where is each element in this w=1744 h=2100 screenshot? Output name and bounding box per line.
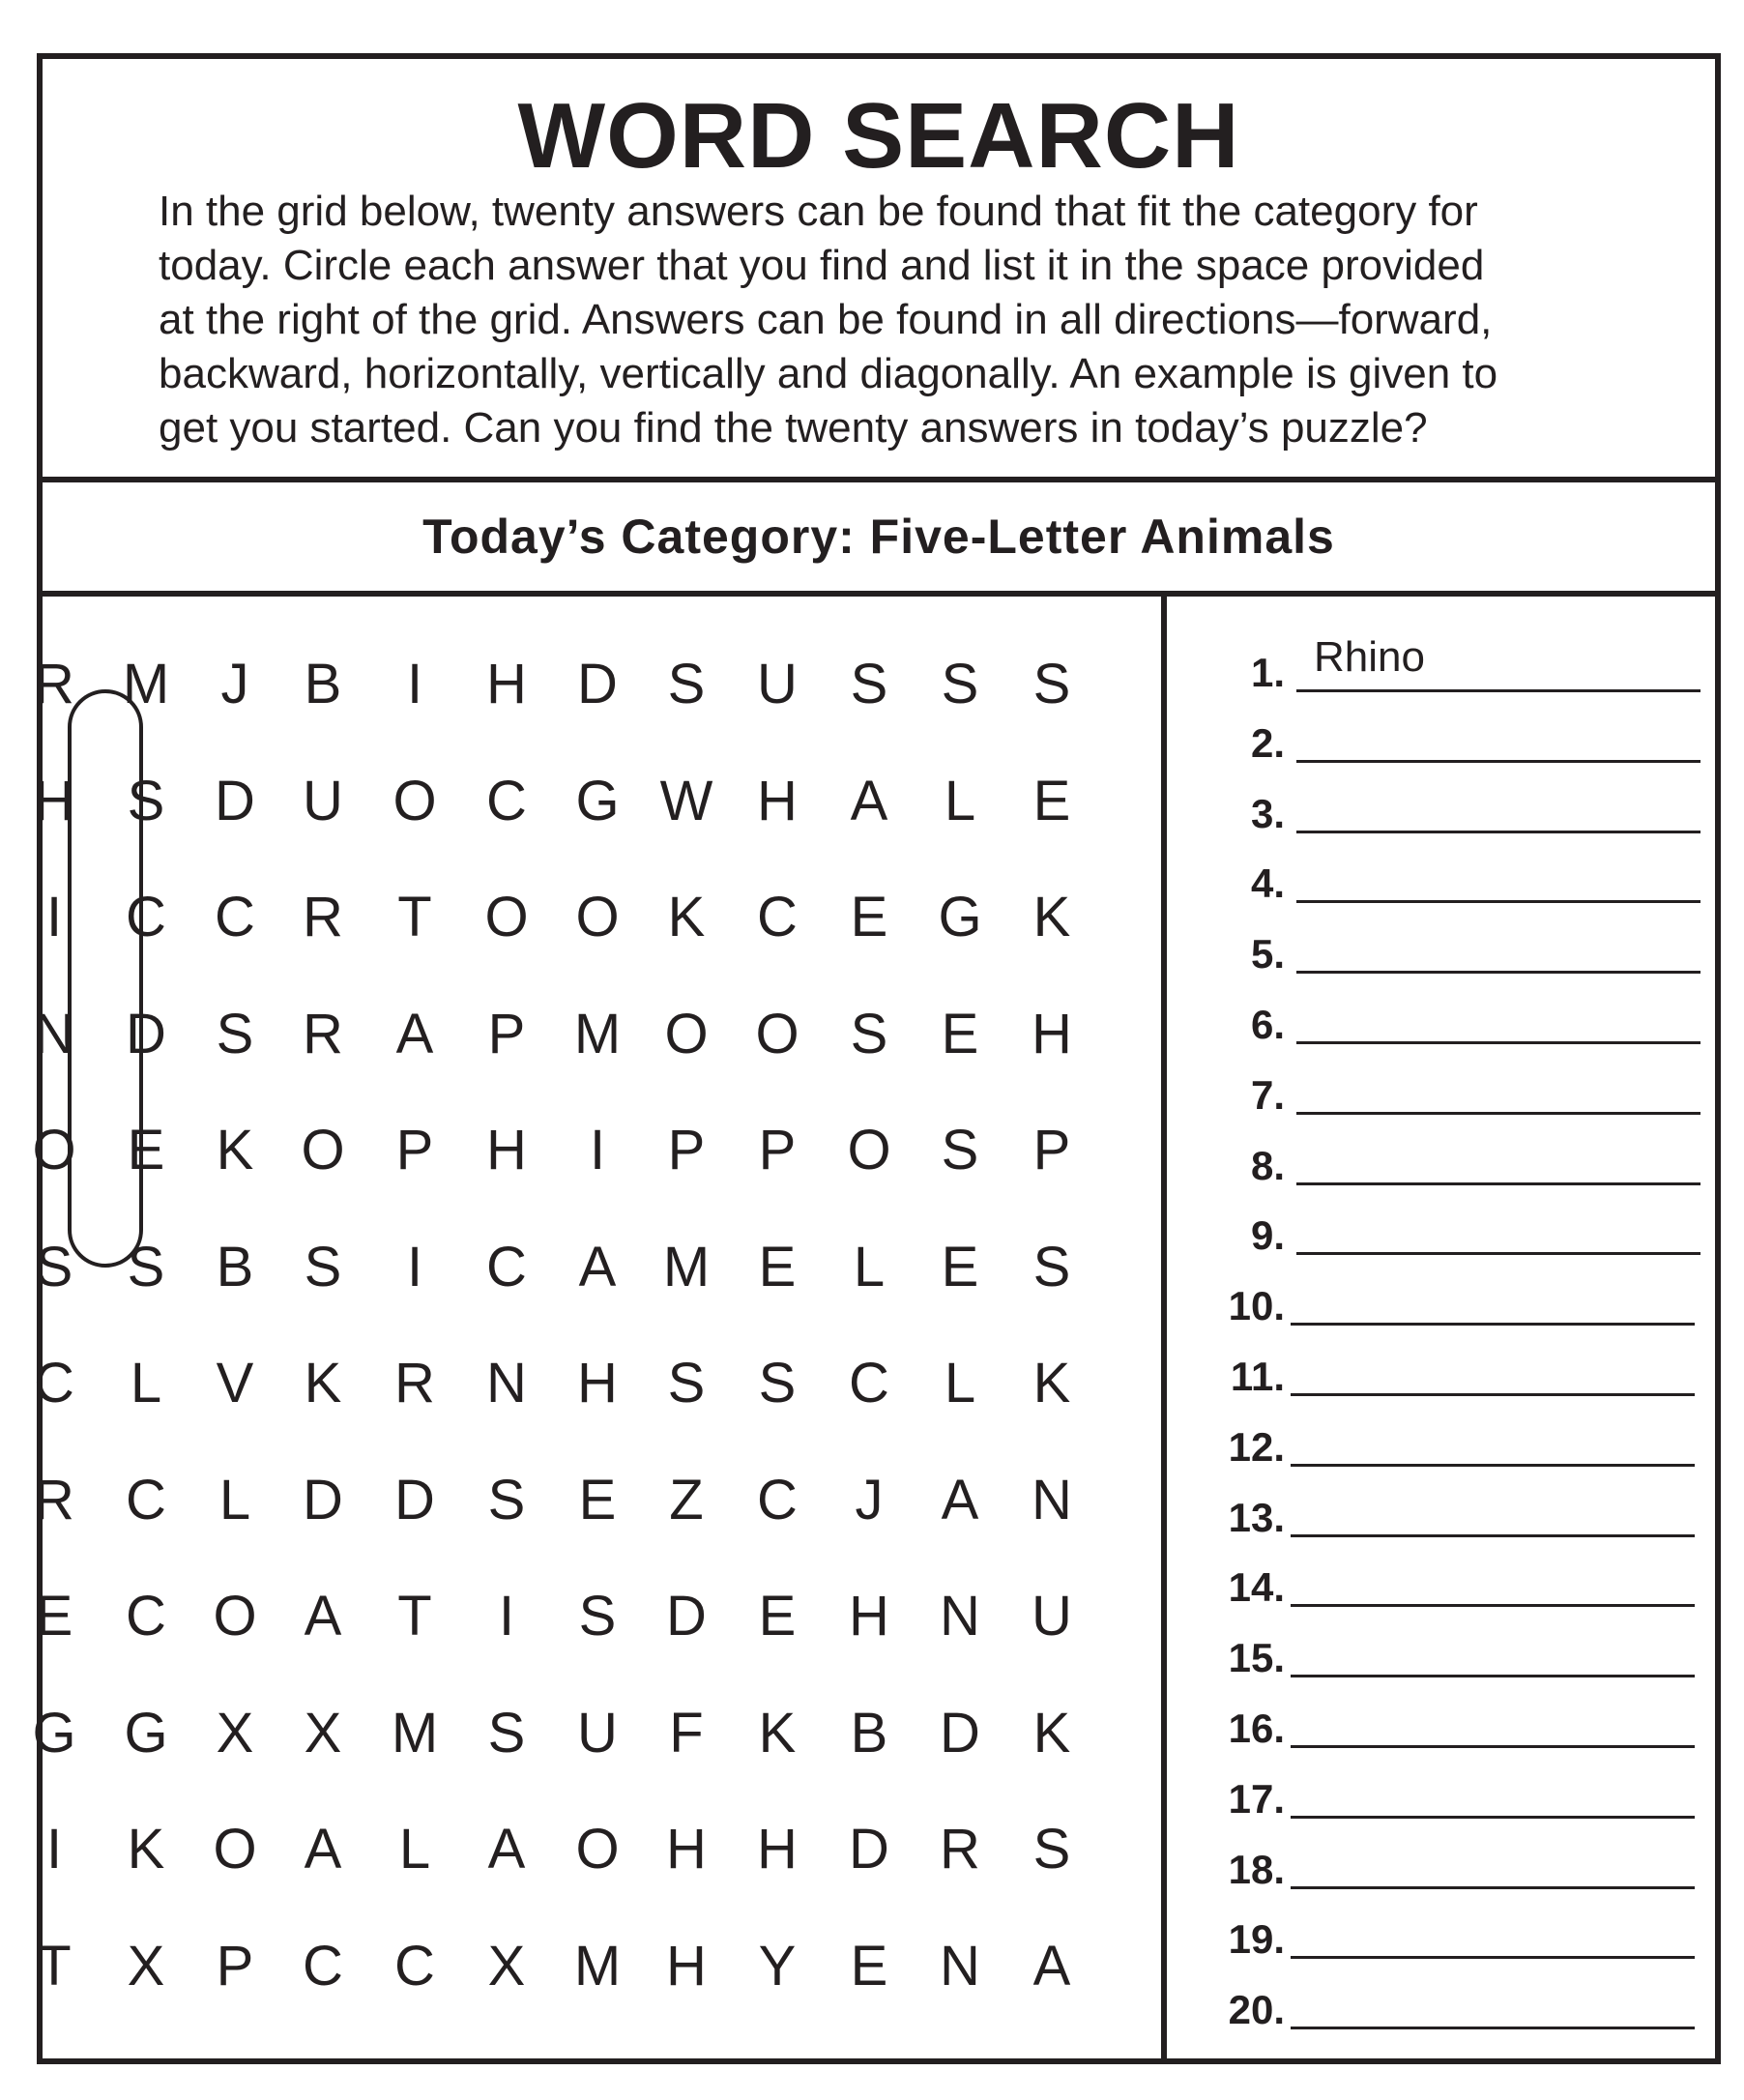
grid-row	[34, 1447, 1161, 1554]
grid-letter[interactable]: C	[126, 886, 166, 948]
grid-row	[34, 748, 1161, 855]
grid-letter[interactable]: R	[394, 1352, 435, 1415]
answer-blank-line[interactable]	[1291, 1534, 1695, 1537]
answer-blank-line[interactable]	[1291, 1675, 1695, 1677]
answer-list	[1167, 597, 1721, 2059]
answer-value[interactable]: Rhino	[1314, 633, 1425, 681]
grid-letter[interactable]: O	[664, 1002, 709, 1065]
answer-item	[1167, 1071, 1721, 1141]
answer-blank-line[interactable]	[1291, 1393, 1695, 1396]
grid-letter[interactable]: X	[127, 1934, 165, 1998]
answer-number: 5.	[1250, 931, 1285, 977]
grid-letter[interactable]: C	[849, 1352, 889, 1415]
grid-letter[interactable]: O	[213, 1585, 257, 1648]
answer-number: 17.	[1228, 1775, 1285, 1822]
answer-item	[1167, 1353, 1721, 1422]
grid-letter[interactable]: Y	[758, 1934, 797, 1998]
grid-letter[interactable]: R	[34, 1468, 74, 1531]
grid-letter[interactable]: N	[34, 1002, 74, 1065]
answer-blank-line[interactable]	[1296, 689, 1700, 692]
grid-letter[interactable]: K	[1032, 1352, 1071, 1415]
grid-letter[interactable]: C	[486, 769, 527, 832]
grid-letter[interactable]: O	[32, 1119, 76, 1181]
puzzle-header	[43, 59, 1715, 482]
grid-letter[interactable]: P	[667, 1119, 706, 1181]
answer-number: 8.	[1250, 1142, 1285, 1188]
grid-letter[interactable]: K	[216, 1119, 254, 1181]
answer-item	[1167, 1142, 1721, 1211]
grid-letter[interactable]: J	[855, 1468, 884, 1531]
grid-letter[interactable]: S	[304, 1235, 342, 1298]
grid-letter[interactable]: O	[755, 1002, 799, 1065]
grid-letter[interactable]: S	[941, 1119, 979, 1181]
grid-letter[interactable]: G	[575, 769, 620, 832]
grid-letter[interactable]: I	[45, 1818, 63, 1881]
grid-letter[interactable]: S	[1032, 1235, 1071, 1298]
grid-letter[interactable]: R	[940, 1818, 980, 1881]
grid-letter[interactable]: S	[35, 1235, 73, 1298]
grid-row	[43, 864, 1161, 971]
grid-letter[interactable]: A	[941, 1468, 979, 1531]
answer-item	[1167, 930, 1721, 1000]
grid-letter[interactable]: S	[1032, 1818, 1071, 1881]
grid-letter[interactable]: N	[940, 1934, 980, 1998]
answer-number: 18.	[1228, 1846, 1285, 1892]
grid-letter[interactable]: K	[758, 1701, 797, 1765]
grid-letter[interactable]: E	[850, 1934, 888, 1998]
grid-letter[interactable]: C	[757, 886, 798, 948]
answer-number: 20.	[1228, 1987, 1285, 2033]
grid-letter[interactable]: I	[45, 886, 63, 948]
answer-number: 2.	[1250, 719, 1285, 766]
grid-letter[interactable]: I	[406, 1235, 423, 1298]
answer-number: 9.	[1250, 1212, 1285, 1259]
answer-blank-line[interactable]	[1296, 1041, 1700, 1044]
answer-number: 3.	[1250, 790, 1285, 836]
grid-row	[34, 981, 1161, 1088]
grid-letter[interactable]: K	[127, 1818, 165, 1881]
grid-letter[interactable]: X	[304, 1701, 342, 1765]
answer-number: 4.	[1250, 860, 1285, 907]
grid-letter[interactable]: T	[397, 886, 432, 948]
grid-letter[interactable]: E	[941, 1235, 979, 1298]
grid-letter[interactable]: B	[850, 1701, 888, 1765]
grid-letter[interactable]: Z	[669, 1468, 704, 1531]
grid-letter[interactable]: F	[669, 1701, 704, 1765]
grid-letter[interactable]: C	[757, 1468, 798, 1531]
answer-number: 13.	[1228, 1494, 1285, 1540]
grid-letter[interactable]: B	[304, 653, 342, 715]
grid-letter[interactable]: P	[758, 1119, 797, 1181]
grid-letter[interactable]: D	[666, 1585, 707, 1648]
grid-letter[interactable]: H	[666, 1934, 707, 1998]
grid-letter[interactable]: S	[487, 1701, 526, 1765]
answer-item	[1167, 1001, 1721, 1070]
answer-number: 12.	[1228, 1423, 1285, 1470]
grid-letter[interactable]: M	[662, 1235, 711, 1298]
grid-letter[interactable]: N	[486, 1352, 527, 1415]
answer-item	[1167, 1211, 1721, 1281]
grid-letter[interactable]: S	[667, 1352, 706, 1415]
grid-letter[interactable]: U	[303, 769, 343, 832]
grid-letter[interactable]: A	[304, 1585, 342, 1648]
grid-letter[interactable]: E	[758, 1585, 797, 1648]
grid-letter[interactable]: H	[757, 1818, 798, 1881]
grid-letter[interactable]: K	[304, 1352, 342, 1415]
letter-grid[interactable]	[32, 597, 1167, 2059]
grid-letter[interactable]: I	[406, 653, 423, 715]
answer-blank-line[interactable]	[1291, 1956, 1695, 1959]
grid-letter[interactable]: G	[938, 886, 982, 948]
grid-letter[interactable]: H	[486, 653, 527, 715]
grid-letter[interactable]: O	[301, 1119, 345, 1181]
answer-blank-line[interactable]	[1291, 2027, 1695, 2029]
grid-letter[interactable]: S	[487, 1468, 526, 1531]
answer-blank-line[interactable]	[1296, 900, 1700, 903]
grid-letter[interactable]: M	[573, 1002, 622, 1065]
answer-item	[1167, 1563, 1721, 1633]
answer-number: 15.	[1228, 1635, 1285, 1681]
answer-item	[1167, 1705, 1721, 1774]
grid-letter[interactable]: S	[667, 653, 706, 715]
answer-number: 14.	[1228, 1564, 1285, 1611]
grid-letter[interactable]: B	[216, 1235, 254, 1298]
grid-letter[interactable]: E	[1032, 769, 1071, 832]
grid-letter[interactable]: R	[303, 1002, 343, 1065]
grid-letter[interactable]: D	[394, 1468, 435, 1531]
answer-number: 1.	[1250, 650, 1285, 695]
page-title: WORD SEARCH	[517, 84, 1240, 188]
grid-letter[interactable]: H	[1032, 1002, 1072, 1065]
grid-letter[interactable]: R	[34, 653, 74, 715]
answer-blank-line[interactable]	[1296, 971, 1700, 974]
grid-letter[interactable]: A	[487, 1818, 526, 1881]
grid-letter[interactable]: H	[486, 1119, 527, 1181]
grid-letter[interactable]: A	[578, 1235, 617, 1298]
grid-letter[interactable]: K	[1032, 1701, 1071, 1765]
grid-letter[interactable]: I	[498, 1585, 515, 1648]
grid-letter[interactable]: A	[850, 769, 888, 832]
grid-letter[interactable]: K	[667, 886, 706, 948]
instructions-line: backward, horizontally, vertically and diagonally. An example is given to	[159, 350, 1498, 397]
grid-letter[interactable]: S	[941, 653, 979, 715]
grid-row	[35, 1214, 1161, 1321]
grid-letter[interactable]: L	[218, 1468, 251, 1531]
grid-letter[interactable]: H	[577, 1352, 618, 1415]
grid-letter[interactable]: E	[127, 1119, 165, 1181]
grid-letter[interactable]: K	[1032, 886, 1071, 948]
grid-letter[interactable]: C	[486, 1235, 527, 1298]
answer-item	[1167, 719, 1721, 789]
grid-letter[interactable]: P	[395, 1119, 434, 1181]
instructions-line: at the right of the grid. Answers can be found in all directions—forward,	[159, 296, 1493, 343]
answer-item	[1167, 1634, 1721, 1704]
grid-letter[interactable]: L	[130, 1352, 162, 1415]
grid-letter[interactable]: S	[216, 1002, 254, 1065]
grid-letter[interactable]: T	[37, 1934, 72, 1998]
grid-letter[interactable]: S	[850, 653, 888, 715]
answer-item	[1167, 1846, 1721, 1915]
grid-letter[interactable]: X	[216, 1701, 254, 1765]
answer-number: 19.	[1228, 1916, 1285, 1963]
grid-letter[interactable]: T	[397, 1585, 432, 1648]
answer-blank-line[interactable]	[1291, 1464, 1695, 1467]
answer-item	[1167, 790, 1721, 860]
grid-letter[interactable]: H	[666, 1818, 707, 1881]
grid-letter[interactable]: S	[578, 1585, 617, 1648]
grid-letter[interactable]: D	[215, 769, 255, 832]
instructions-line: today. Circle each answer that you find and list it in the space provided	[159, 242, 1485, 289]
grid-letter[interactable]: A	[395, 1002, 434, 1065]
grid-row	[37, 1913, 1161, 2020]
answer-blank-line[interactable]	[1296, 760, 1700, 763]
grid-letter[interactable]: D	[940, 1701, 980, 1765]
grid-letter[interactable]: O	[484, 886, 529, 948]
grid-letter[interactable]: S	[758, 1352, 797, 1415]
answer-blank-line[interactable]	[1291, 1323, 1695, 1326]
grid-letter[interactable]: O	[392, 769, 437, 832]
grid-letter[interactable]: J	[220, 653, 249, 715]
grid-letter[interactable]: R	[303, 886, 343, 948]
grid-letter[interactable]: C	[215, 886, 255, 948]
grid-row	[32, 1097, 1161, 1204]
grid-letter[interactable]: C	[126, 1585, 166, 1648]
grid-letter[interactable]: S	[127, 1235, 165, 1298]
grid-letter[interactable]: L	[853, 1235, 886, 1298]
grid-letter[interactable]: E	[578, 1468, 617, 1531]
puzzle-frame	[32, 53, 1721, 2064]
answer-number: 6.	[1250, 1002, 1285, 1047]
grid-letter[interactable]: H	[849, 1585, 889, 1648]
grid-letter[interactable]: P	[487, 1002, 526, 1065]
answer-blank-line[interactable]	[1291, 1604, 1695, 1607]
grid-letter[interactable]: S	[850, 1002, 888, 1065]
grid-letter[interactable]: U	[1032, 1585, 1072, 1648]
grid-letter[interactable]: C	[34, 1352, 74, 1415]
grid-letter[interactable]: H	[757, 769, 798, 832]
grid-letter[interactable]: O	[213, 1818, 257, 1881]
grid-row	[43, 1796, 1161, 1903]
grid-letter[interactable]: C	[303, 1934, 343, 1998]
answer-blank-line[interactable]	[1296, 1252, 1700, 1255]
answer-number: 11.	[1230, 1354, 1285, 1399]
grid-letter[interactable]: W	[659, 769, 713, 832]
grid-letter[interactable]: H	[34, 769, 74, 832]
grid-letter[interactable]: D	[849, 1818, 889, 1881]
grid-letter[interactable]: A	[1032, 1934, 1071, 1998]
grid-letter[interactable]: N	[940, 1585, 980, 1648]
grid-letter[interactable]: U	[757, 653, 798, 715]
grid-letter[interactable]: M	[573, 1934, 622, 1998]
grid-letter[interactable]: L	[398, 1818, 431, 1881]
grid-letter[interactable]: U	[577, 1701, 618, 1765]
instructions-line: get you started. Can you find the twenty answers in today’s puzzle?	[159, 404, 1428, 452]
answer-item	[1167, 633, 1721, 718]
grid-letter[interactable]: P	[216, 1934, 254, 1998]
example-answer-circle	[68, 689, 143, 1268]
answer-item	[1167, 1775, 1721, 1845]
answer-blank-line[interactable]	[1296, 831, 1700, 833]
answer-blank-line[interactable]	[1296, 1182, 1700, 1185]
grid-letter[interactable]: M	[122, 653, 170, 715]
answer-blank-line[interactable]	[1291, 1886, 1695, 1889]
grid-letter[interactable]: O	[847, 1119, 891, 1181]
grid-row	[34, 1330, 1161, 1437]
answer-blank-line[interactable]	[1291, 1745, 1695, 1748]
answer-number: 16.	[1228, 1706, 1285, 1751]
grid-letter[interactable]: G	[124, 1701, 168, 1765]
grid-letter[interactable]: C	[126, 1468, 166, 1531]
grid-letter[interactable]: O	[575, 886, 620, 948]
grid-letter[interactable]: M	[391, 1701, 439, 1765]
category-label: Today’s Category: Five-Letter Animals	[43, 482, 1715, 597]
answer-item	[1167, 1915, 1721, 1985]
grid-row	[34, 631, 1161, 738]
grid-letter[interactable]: E	[941, 1002, 979, 1065]
answer-item	[1167, 1423, 1721, 1493]
grid-letter[interactable]: N	[1032, 1468, 1072, 1531]
grid-row	[32, 1680, 1161, 1787]
answer-number: 10.	[1228, 1283, 1285, 1329]
answer-item	[1167, 860, 1721, 929]
grid-letter[interactable]: A	[304, 1818, 342, 1881]
grid-letter[interactable]: D	[303, 1468, 343, 1531]
answer-blank-line[interactable]	[1296, 1112, 1700, 1115]
answer-item	[1167, 1986, 1721, 2056]
answer-blank-line[interactable]	[1291, 1816, 1695, 1819]
grid-letter[interactable]: L	[944, 1352, 976, 1415]
grid-letter[interactable]: G	[32, 1701, 76, 1765]
grid-letter[interactable]: L	[944, 769, 976, 832]
answer-number: 7.	[1250, 1071, 1285, 1118]
grid-letter[interactable]: I	[589, 1119, 606, 1181]
grid-letter[interactable]: V	[216, 1352, 254, 1415]
instructions	[159, 185, 1705, 455]
grid-letter[interactable]: D	[126, 1002, 166, 1065]
instructions-line: In the grid below, twenty answers can be found that fit the category for	[159, 188, 1478, 235]
grid-letter[interactable]: C	[394, 1934, 435, 1998]
grid-letter[interactable]: O	[575, 1818, 620, 1881]
grid-row	[35, 1563, 1161, 1670]
grid-letter[interactable]: E	[758, 1235, 797, 1298]
answer-item	[1167, 1494, 1721, 1563]
grid-letter[interactable]: S	[1032, 653, 1071, 715]
grid-letter[interactable]: E	[850, 886, 888, 948]
answer-item	[1167, 1282, 1721, 1352]
grid-letter[interactable]: E	[35, 1585, 73, 1648]
grid-letter[interactable]: X	[487, 1934, 526, 1998]
grid-letter[interactable]: P	[1032, 1119, 1071, 1181]
grid-letter[interactable]: S	[127, 769, 165, 832]
grid-letter[interactable]: D	[577, 653, 618, 715]
